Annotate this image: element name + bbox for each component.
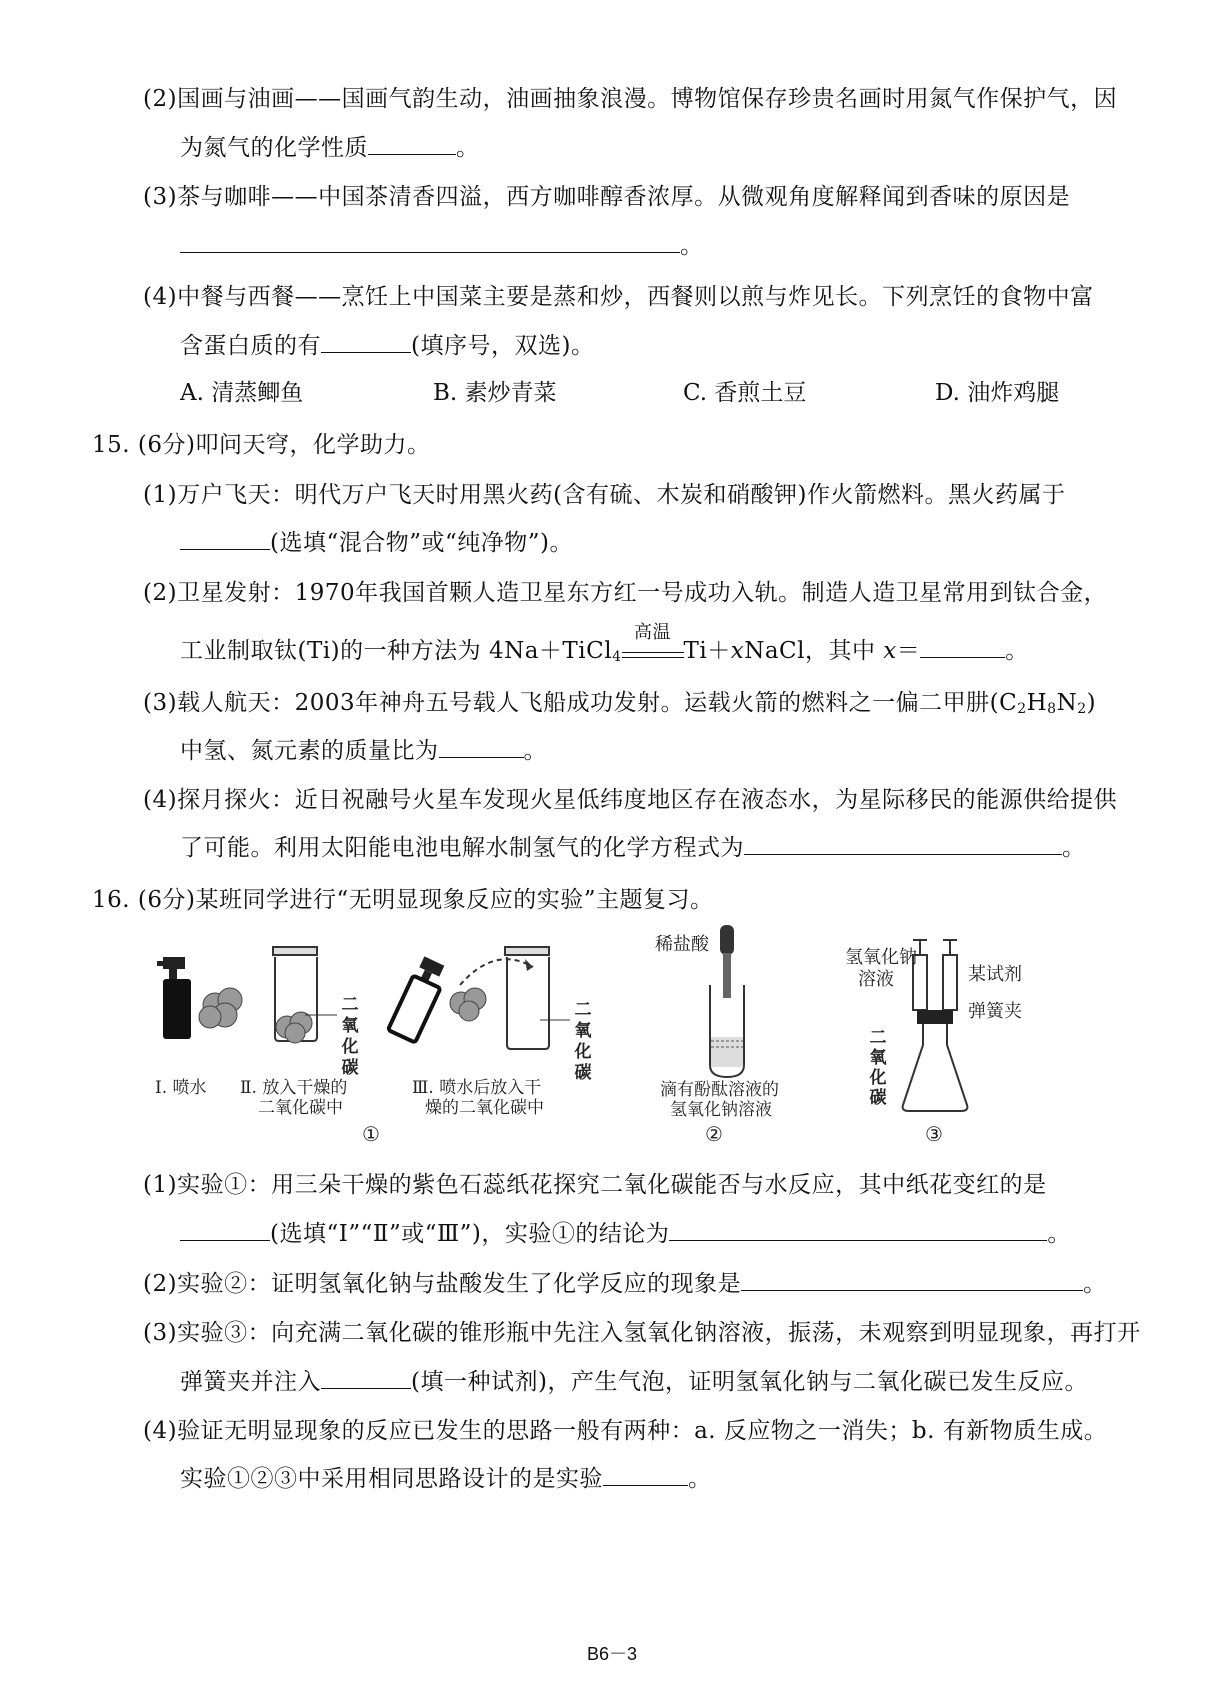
q16-p3-line2: 弹簧夹并注入 (填一种试剂)，产生气泡，证明氢氧化钠与二氧化碳已发生反应。 [180, 1366, 1088, 1397]
q16-p3-line1: (3)实验③：向充满二氧化碳的锥形瓶中先注入氢氧化钠溶液，振荡，未观察到明显现象，再打开 [143, 1320, 1141, 1346]
q16-p3-blank[interactable] [321, 1366, 411, 1389]
fig3-clip-label: 弹簧夹 [968, 1001, 1022, 1022]
fig1-label-iii-2: 燥的二氧化碳中 [425, 1098, 544, 1118]
q15-p4-line1: (4)探月探火：近日祝融号火星车发现火星低纬度地区存在液态水，为星际移民的能源供给提供 [143, 787, 1118, 813]
q16-p1-line1: (1)实验①：用三朵干燥的紫色石蕊纸花探究二氧化碳能否与水反应，其中纸花变红的是 [143, 1172, 1047, 1198]
fig2-solution-label-2: 氢氧化钠溶液 [670, 1100, 772, 1120]
q14-p2-blank[interactable] [368, 132, 456, 155]
q14-p2-line1: (2)国画与油画——国画气韵生动，油画抽象浪漫。博物馆保存珍贵名画时用氮气作保护气，因 [143, 86, 1118, 112]
q14-p4-line2: 含蛋白质的有 (填序号，双选)。 [180, 330, 594, 361]
q14-p3-line2: 。 [180, 230, 704, 261]
fig1-label-i: Ⅰ. 喷水 [155, 1078, 207, 1098]
dropper-icon [720, 925, 734, 998]
fig3-number: ③ [925, 1122, 943, 1146]
fig1-label-ii-2: 二氧化碳中 [258, 1098, 343, 1118]
fig2-solution-label-1: 滴有酚酞溶液的 [660, 1080, 779, 1100]
q15-reaction-condition: 高温 [622, 640, 684, 658]
fig3-naoh-label-1: 氢氧化钠 [845, 947, 917, 968]
q16-p1-blank-b[interactable] [669, 1218, 1047, 1241]
paper-flower-icon [450, 988, 486, 1021]
spray-bottle-icon [388, 956, 450, 1043]
q14-p3-line1: (3)茶与咖啡——中国茶清香四溢，西方咖啡醇香浓厚。从微观角度解释闻到香味的原因是 [143, 184, 1071, 210]
page-footer: B6－3 [586, 1644, 638, 1664]
q14-option-c: C. 香煎土豆 [683, 380, 807, 406]
q16-p2-line: (2)实验②：证明氢氧化钠与盐酸发生了化学反应的现象是 。 [143, 1268, 1107, 1299]
q15-p3-line1: (3)载人航天：2003年神舟五号载人飞船成功发射。运载火箭的燃料之一偏二甲肼$(C_2H_8N_2)$ [143, 690, 1097, 717]
q16-p1-line2: (选填“Ⅰ”“Ⅱ”或“Ⅲ”)，实验①的结论为 。 [180, 1218, 1071, 1249]
q15-p3-line2: 中氢、氮元素的质量比为 。 [180, 735, 547, 766]
spray-bottle-icon [157, 957, 191, 1039]
q14-option-b: B. 素炒青菜 [433, 380, 557, 406]
flask-icon [903, 1024, 968, 1111]
q16-p4-line2: 实验①②③中采用相同思路设计的是实验 。 [180, 1463, 712, 1494]
q14-p4-blank[interactable] [321, 330, 411, 353]
fig3-reagent-label: 某试剂 [968, 964, 1022, 985]
paper-flower-icon [199, 988, 242, 1028]
q16-p4-line1: (4)验证无明显现象的反应已发生的思路一般有两种：a. 反应物之一消失；b. 有新物质生成。 [143, 1418, 1108, 1444]
syringe-icon [943, 940, 957, 1010]
q14-p2-text: 为氮气的化学性质 [180, 135, 368, 161]
q15-title: 15. (6分)叩问天穹，化学助力。 [92, 432, 431, 458]
q15-p1-line2: (选填“混合物”或“纯净物”)。 [180, 527, 573, 558]
q15-p1-blank[interactable] [180, 527, 270, 550]
fig1-co2-label-ii: 二氧化碳 [341, 995, 359, 1078]
q15-p2-line2: 工业制取钛(Ti)的一种方法为 4Na＋TiCl$_4$ 高温 Ti＋xNaCl，其中 x＝ 。 [180, 622, 1029, 665]
q15-p2-line1: (2)卫星发射：1970年我国首颗人造卫星东方红一号成功入轨。制造人造卫星常用到钛合金， [143, 580, 1108, 606]
paper-flower-icon [276, 1012, 312, 1043]
fig2-acid-label: 稀盐酸 [655, 934, 709, 955]
q16-p1-blank-a[interactable] [180, 1218, 270, 1241]
q15-p4-blank[interactable] [744, 832, 1062, 855]
fig1-label-ii-1: Ⅱ. 放入干燥的 [240, 1078, 348, 1098]
fig1-label-iii-1: Ⅲ. 喷水后放入干 [412, 1078, 542, 1098]
q16-title: 16. (6分)某班同学进行“无明显现象反应的实验”主题复习。 [92, 887, 714, 913]
fig3-co2-label: 二氧化碳 [869, 1028, 887, 1108]
move-arrow-icon [460, 959, 533, 985]
fig3-naoh-label-2: 溶液 [858, 969, 894, 990]
q15-p2-blank[interactable] [920, 635, 1005, 658]
q14-p2-line2: 为氮气的化学性质 。 [180, 132, 480, 163]
q14-p4-line1: (4)中餐与西餐——烹饪上中国菜主要是蒸和炒，西餐则以煎与炸见长。下列烹饪的食物中富 [143, 284, 1094, 310]
q14-option-d: D. 油炸鸡腿 [935, 380, 1060, 406]
q14-option-a: A. 清蒸鲫鱼 [180, 380, 304, 406]
q15-p1-line1: (1)万户飞天：明代万户飞天时用黑火药(含有硫、木炭和硝酸钾)作火箭燃料。黑火药属于 [143, 482, 1066, 508]
fig2-number: ② [705, 1122, 723, 1146]
q15-p4-line2: 了可能。利用太阳能电池电解水制氢气的化学方程式为 。 [180, 832, 1086, 863]
fig1-number: ① [362, 1122, 380, 1146]
fig1-co2-label-iii: 二氧化碳 [574, 1000, 592, 1083]
q15-p3-blank[interactable] [439, 735, 524, 758]
q14-p3-blank[interactable] [180, 230, 680, 253]
q16-p4-blank[interactable] [603, 1463, 688, 1486]
q16-p2-blank[interactable] [741, 1268, 1083, 1291]
